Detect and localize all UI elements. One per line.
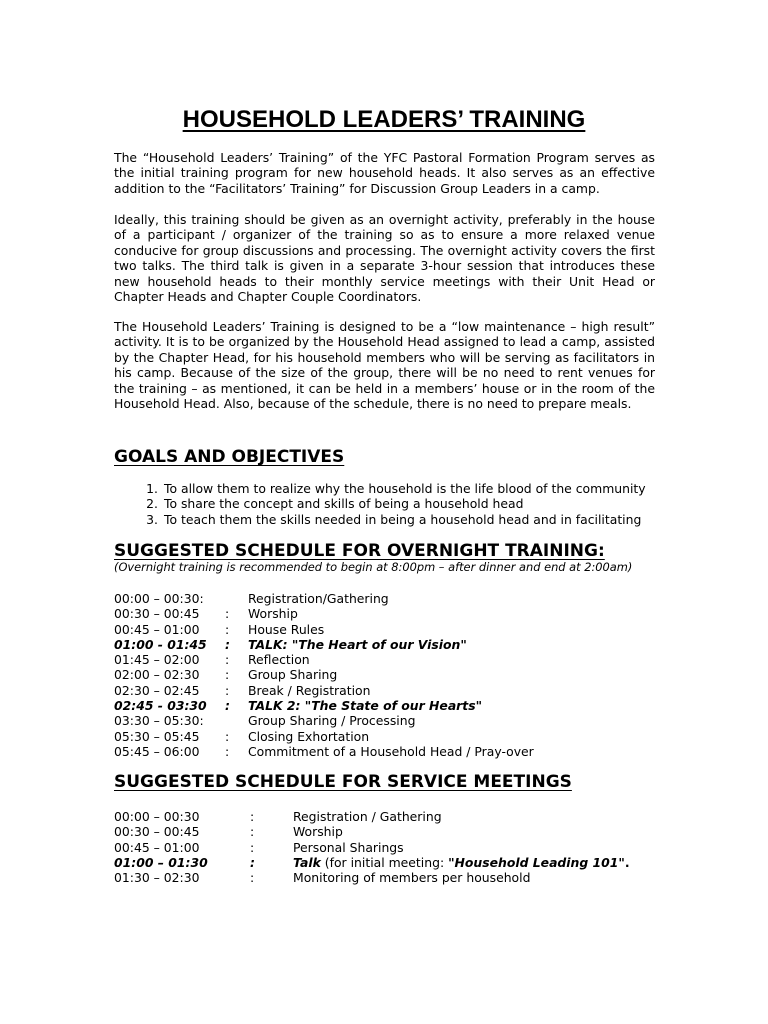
- table-row: 05:30 – 05:45 : Closing Exhortation: [114, 728, 370, 744]
- design-paragraph: The Household Leaders’ Training is designed to be a “low maintenance – high result” activity. It is to be organized by the Household Head assigned to lead a camp, assisted by the Chapter Head, for his household members who will be serving as facilitators in his camp. Because of the size of the group, there will be no need to rent venues for the training – as mentioned, it can be held in a members’ house or in the room of the Household Head. Also, because of the schedule, there is no need to prepare meals.: [114, 319, 655, 412]
- table-row: 00:45 – 01:00 : Personal Sharings: [114, 839, 404, 855]
- overnight-schedule-heading: SUGGESTED SCHEDULE FOR OVERNIGHT TRAINING:: [114, 541, 605, 561]
- service-schedule-heading: SUGGESTED SCHEDULE FOR SERVICE MEETINGS: [114, 772, 572, 792]
- table-row: 00:30 – 00:45 : Worship: [114, 824, 343, 840]
- service-schedule: [114, 809, 630, 885]
- overnight-paragraph: Ideally, this training should be given as an overnight activity, preferably in the house of a participant / organizer of the training so as to ensure a more relaxed venue conducive for group discussions and processing. The overnight activity covers the first two talks. The third talk is given in a separate 3-hour session that introduces these new household heads to their monthly service meetings with their Unit Head or Chapter Heads and Chapter Couple Coordinators.: [114, 212, 655, 305]
- table-row: 00:45 – 01:00 : House Rules: [114, 621, 325, 637]
- table-row: 01:45 – 02:00 : Reflection: [114, 652, 310, 668]
- document-title: HOUSEHOLD LEADERS’ TRAINING: [182, 106, 586, 134]
- list-item: 2. To share the concept and skills of being a household head: [146, 496, 524, 512]
- table-row: 02:00 – 02:30 : Group Sharing: [114, 667, 338, 683]
- list-item: 3. To teach them the skills needed in being a household head and in facilitating: [146, 511, 642, 527]
- goals-list: [114, 481, 646, 527]
- table-row: 00:00 – 00:30 : Registration / Gathering: [114, 809, 442, 824]
- table-row: 00:00 – 00:30: Registration/Gathering: [114, 591, 389, 606]
- goals-heading: GOALS AND OBJECTIVES: [114, 447, 345, 467]
- table-row: 02:30 – 02:45 : Break / Registration: [114, 682, 371, 698]
- table-row: 03:30 – 05:30: Group Sharing / Processing: [114, 713, 416, 729]
- table-row: 01:00 - 01:45 : TALK: "The Heart of our Vision": [114, 636, 467, 652]
- table-row: 00:30 – 00:45 : Worship: [114, 606, 298, 622]
- overnight-note: (Overnight training is recommended to begin at 8:00pm – after dinner and end at 2:00am): [114, 560, 633, 574]
- list-item: 1. To allow them to realize why the household is the life blood of the community: [146, 481, 646, 496]
- overnight-schedule: [114, 591, 534, 759]
- table-row: 01:30 – 02:30 : Monitoring of members per household: [114, 870, 531, 886]
- table-row: 02:45 - 03:30 : TALK 2: "The State of our Hearts": [114, 698, 483, 714]
- table-row: 01:00 – 01:30 : Talk (for initial meeting: "Household Leading 101".: [114, 854, 630, 870]
- intro-paragraph: The “Household Leaders’ Training” of the YFC Pastoral Formation Program serves as the initial training program for new household heads. It also serves as an effective addition to the “Facilitators’ Training” for Discussion Group Leaders in a camp.: [114, 150, 655, 196]
- table-row: 05:45 – 06:00 : Commitment of a Household Head / Pray-over: [114, 743, 534, 759]
